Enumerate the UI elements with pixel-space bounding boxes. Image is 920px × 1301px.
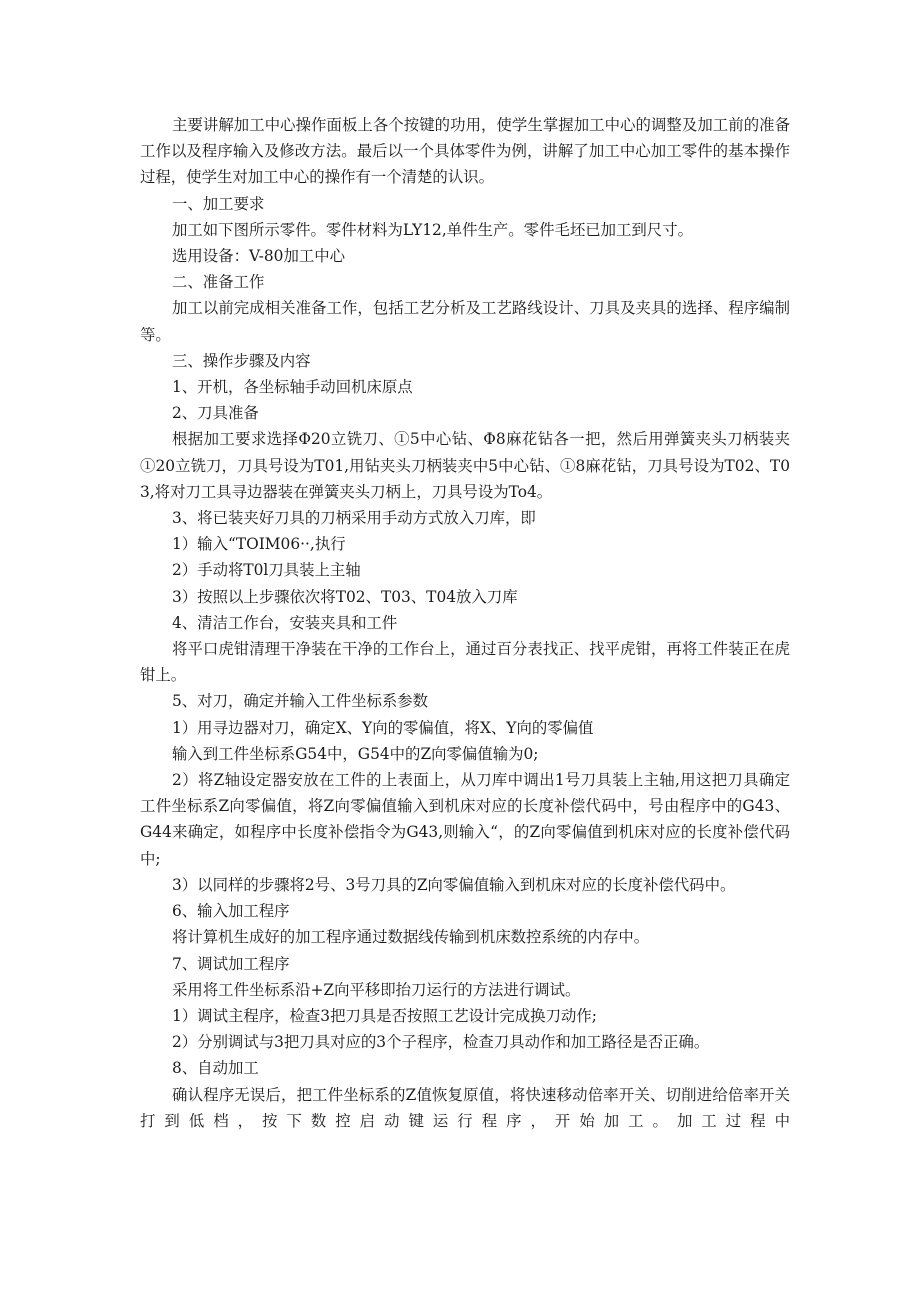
heading-steps: 三、操作步骤及内容 — [172, 351, 311, 370]
paragraph-auto-machining: 确认程序无误后，把工件坐标系的Z值恢复原值，将快速移动倍率开关、切削进给倍率开关打到低档，按下数控启动键运行程序，开始加工。加工过程中 — [140, 1085, 790, 1130]
paragraph-tool-selection: 根据加工要求选择Φ20立铣刀、①5中心钻、Φ8麻花钻各一把，然后用弹簧夹头刀柄装夹①20立铣刀，刀具号设为T01,用钻夹头刀柄装夹中5中心钻、①8麻花钻，刀具号设为T02、T03,将对刀工具寻边器装在弹簧夹头刀柄上，刀具号设为To4。 — [140, 430, 790, 501]
step-1-power-on: 1、开机，各坐标轴手动回机床原点 — [172, 378, 413, 397]
substep-3-3: 3）按照以上步骤依次将T02、T03、T04放入刀库 — [172, 587, 518, 606]
paragraph-preparation: 加工以前完成相关准备工作，包括工艺分析及工艺路线设计、刀具及夹具的选择、程序编制等。 — [140, 299, 790, 344]
substep-7-2: 2）分别调试与3把刀具对应的3个子程序，检查刀具动作和加工路径是否正确。 — [172, 1033, 710, 1052]
substep-5-3: 3）以同样的步骤将2号、3号刀具的Z向零偏值输入到机床对应的长度补偿代码中。 — [172, 875, 736, 894]
substep-3-1: 1）输入“TOIM06··,执行 — [172, 535, 346, 554]
substep-5-1: 1）用寻边器对刀，确定X、Y向的零偏值，将X、Y向的零偏值 — [172, 718, 594, 737]
step-2-tool-prep: 2、刀具准备 — [172, 404, 259, 423]
step-8-auto: 8、自动加工 — [172, 1059, 259, 1078]
step-5-tool-setting: 5、对刀，确定并输入工件坐标系参数 — [172, 692, 429, 711]
paragraph-vise: 将平口虎钳清理干净装在干净的工作台上，通过百分表找正、找平虎钳，再将工件装正在虎钳上。 — [140, 640, 790, 685]
substep-7-1: 1）调试主程序，检查3把刀具是否按照工艺设计完成换刀动作; — [172, 1006, 597, 1025]
substep-5-2: 2）将Z轴设定器安放在工件的上表面上，从刀库中调出1号刀具装上主轴,用这把刀具确定工件坐标系Z向零偏值，将Z向零偏值输入到机床对应的长度补偿代码中，号由程序中的G43、G44来确定，如程序中长度补偿指令为G43,则输入“，的Z向零偏值到机床对应的长度补偿代码中; — [140, 771, 790, 868]
heading-requirements: 一、加工要求 — [172, 194, 265, 213]
step-3-tool-magazine: 3、将已装夹好刀具的刀柄采用手动方式放入刀库，即 — [172, 509, 536, 528]
step-7-debug: 7、调试加工程序 — [172, 954, 290, 973]
substep-3-2: 2）手动将T0l刀具装上主轴 — [172, 561, 361, 580]
paragraph-debug-method: 采用将工件坐标系沿+Z向平移即抬刀运行的方法进行调试。 — [172, 980, 581, 999]
heading-preparation: 二、准备工作 — [172, 273, 265, 292]
paragraph-part: 加工如下图所示零件。零件材料为LY12,单件生产。零件毛坯已加工到尺寸。 — [172, 220, 693, 239]
document-body — [140, 112, 790, 1134]
paragraph-intro: 主要讲解加工中心操作面板上各个按键的功用，使学生掌握加工中心的调整及加工前的准备工作以及程序输入及修改方法。最后以一个具体零件为例，讲解了加工中心加工零件的基本操作过程，使学生对加工中心的操作有一个清楚的认识。 — [140, 116, 790, 187]
step-6-input-program: 6、输入加工程序 — [172, 902, 290, 921]
step-4-fixture: 4、清洁工作台，安装夹具和工件 — [172, 613, 398, 632]
paragraph-transfer: 将计算机生成好的加工程序通过数据线传输到机床数控系统的内存中。 — [172, 928, 650, 947]
substep-5-1-cont: 输入到工件坐标系G54中，G54中的Z向零偏值输为0; — [172, 744, 539, 763]
paragraph-equipment: 选用设备：V-80加工中心 — [172, 247, 346, 266]
